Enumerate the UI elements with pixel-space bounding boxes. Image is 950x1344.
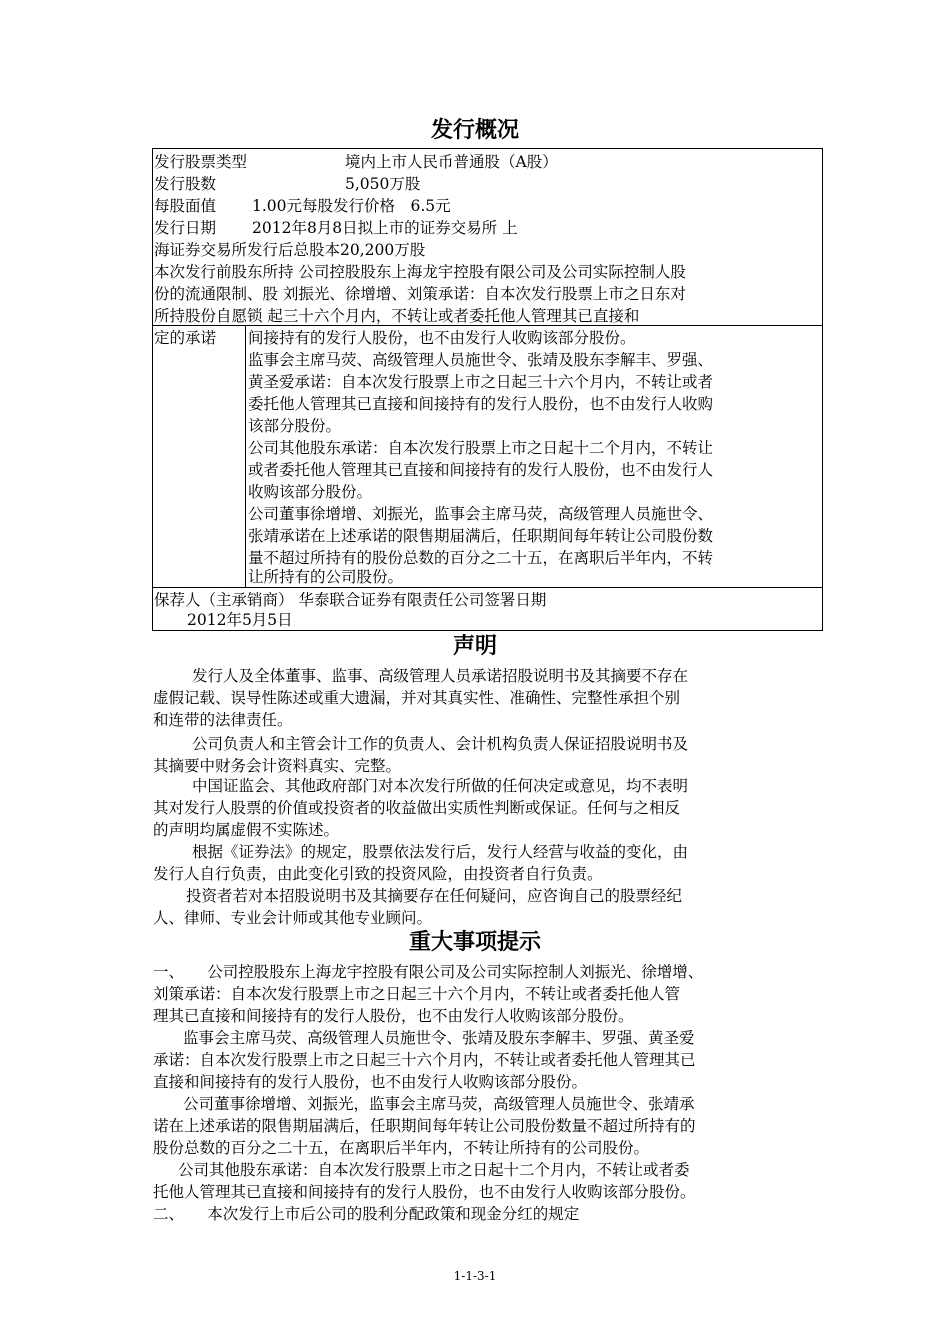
major-line: 一、 公司控股股东上海龙宇控股有限公司及公司实际控制人刘振光、徐增增、 bbox=[153, 963, 704, 981]
lockup-line: 份的流通限制、股 刘振光、徐增增、刘策承诺：自本次发行股票上市之日东对 bbox=[154, 285, 686, 303]
row-value-par-value: 1.00元每股发行价格 6.5元 bbox=[252, 197, 451, 215]
lockup-body-line: 该部分股份。 bbox=[248, 417, 342, 435]
lockup-body-line: 公司其他股东承诺：自本次发行股票上市之日起十二个月内，不转让 bbox=[248, 439, 714, 457]
page-number: 1-1-3-1 bbox=[453, 1269, 497, 1283]
lockup-body-line: 让所持有的公司股份。 bbox=[248, 568, 404, 586]
statement-line: 人、律师、专业会计师或其他专业顾问。 bbox=[153, 909, 433, 927]
lockup-body-line: 张靖承诺在上述承诺的限售期届满后，任职期间每年转让公司股份数 bbox=[248, 527, 714, 545]
overview-title: 发行概况 bbox=[430, 118, 519, 143]
statement-line: 的声明均属虚假不实陈述。 bbox=[153, 821, 340, 839]
row-value-total-shares: 海证券交易所发行后总股本20,200万股 bbox=[154, 241, 426, 259]
statement-line: 公司负责人和主管会计工作的负责人、会计机构负责人保证招股说明书及 bbox=[192, 735, 689, 753]
row-label-shares: 发行股数 bbox=[154, 175, 217, 193]
major-matters-title: 重大事项提示 bbox=[408, 930, 541, 955]
major-line: 托他人管理其已直接和间接持有的发行人股份，也不由发行人收购该部分股份。 bbox=[153, 1183, 696, 1201]
major-line: 二、 本次发行上市后公司的股利分配政策和现金分红的规定 bbox=[153, 1205, 580, 1223]
statement-line: 其摘要中财务会计资料真实、完整。 bbox=[153, 757, 402, 775]
lockup-line: 本次发行前股东所持 公司控股股东上海龙宇控股有限公司及公司实际控制人股 bbox=[154, 263, 686, 281]
statement-title: 声明 bbox=[452, 634, 497, 659]
lockup-body-line: 委托他人管理其已直接和间接持有的发行人股份，也不由发行人收购 bbox=[248, 395, 714, 413]
major-line: 承诺：自本次发行股票上市之日起三十六个月内，不转让或者委托他人管理其已 bbox=[153, 1051, 696, 1069]
major-line: 直接和间接持有的发行人股份，也不由发行人收购该部分股份。 bbox=[153, 1073, 588, 1091]
major-line: 理其已直接和间接持有的发行人股份，也不由发行人收购该部分股份。 bbox=[153, 1007, 634, 1025]
row-label-issue-date: 发行日期 bbox=[154, 219, 217, 237]
statement-line: 根据《证券法》的规定，股票依法发行后，发行人经营与收益的变化，由 bbox=[192, 843, 689, 861]
lockup-body-line: 黄圣爱承诺：自本次发行股票上市之日起三十六个月内，不转让或者 bbox=[248, 373, 714, 391]
lockup-label: 定的承诺 bbox=[154, 329, 217, 347]
lockup-body-line: 量不超过所持有的股份总数的百分之二十五，在离职后半年内，不转 bbox=[248, 549, 714, 567]
lockup-line: 所持股份自愿锁 起三十六个月内，不转让或者委托他人管理其已直接和 bbox=[154, 307, 640, 325]
row-label-stock-type: 发行股票类型 bbox=[154, 153, 248, 171]
statement-line: 发行人及全体董事、监事、高级管理人员承诺招股说明书及其摘要不存在 bbox=[192, 667, 689, 685]
table-column-divider bbox=[245, 325, 246, 587]
statement-line: 其对发行人股票的价值或投资者的收益做出实质性判断或保证。任何与之相反 bbox=[153, 799, 681, 817]
statement-line: 中国证监会、其他政府部门对本次发行所做的任何决定或意见，均不表明 bbox=[192, 777, 689, 795]
lockup-body-line: 间接持有的发行人股份，也不由发行人收购该部分股份。 bbox=[248, 329, 636, 347]
lockup-body-line: 监事会主席马荧、高级管理人员施世令、张靖及股东李解丰、罗强、 bbox=[248, 351, 714, 369]
lockup-body-line: 收购该部分股份。 bbox=[248, 483, 373, 501]
row-value-shares: 5,050万股 bbox=[345, 175, 421, 193]
row-value-stock-type: 境内上市人民币普通股（A股） bbox=[345, 153, 558, 171]
statement-line: 发行人自行负责，由此变化引致的投资风险，由投资者自行负责。 bbox=[153, 865, 603, 883]
major-line: 公司董事徐增增、刘振光，监事会主席马荧，高级管理人员施世令、张靖承 bbox=[183, 1095, 695, 1113]
major-line: 股份总数的百分之二十五，在离职后半年内，不转让所持有的公司股份。 bbox=[153, 1139, 650, 1157]
lockup-body-line: 或者委托他人管理其已直接和间接持有的发行人股份，也不由发行人 bbox=[248, 461, 714, 479]
lockup-body-line: 公司董事徐增增、刘振光，监事会主席马荧，高级管理人员施世令、 bbox=[248, 505, 714, 523]
statement-line: 和连带的法律责任。 bbox=[153, 711, 293, 729]
major-line: 监事会主席马荧、高级管理人员施世令、张靖及股东李解丰、罗强、黄圣爱 bbox=[183, 1029, 695, 1047]
row-value-issue-date: 2012年8月8日拟上市的证券交易所 上 bbox=[252, 219, 518, 237]
statement-line: 投资者若对本招股说明书及其摘要存在任何疑问，应咨询自己的股票经纪 bbox=[186, 887, 683, 905]
sponsor-line: 保荐人（主承销商） 华泰联合证券有限责任公司签署日期 bbox=[154, 591, 547, 609]
major-line: 刘策承诺：自本次发行股票上市之日起三十六个月内，不转让或者委托他人管 bbox=[153, 985, 681, 1003]
major-line: 诺在上述承诺的限售期届满后，任职期间每年转让公司股份数量不超过所持有的 bbox=[153, 1117, 696, 1135]
major-line: 公司其他股东承诺：自本次发行股票上市之日起十二个月内，不转让或者委 bbox=[178, 1161, 690, 1179]
row-label-par-value: 每股面值 bbox=[154, 197, 217, 215]
sign-date: 2012年5月5日 bbox=[187, 611, 293, 629]
statement-line: 虚假记载、误导性陈述或重大遗漏，并对其真实性、准确性、完整性承担个别 bbox=[153, 689, 681, 707]
